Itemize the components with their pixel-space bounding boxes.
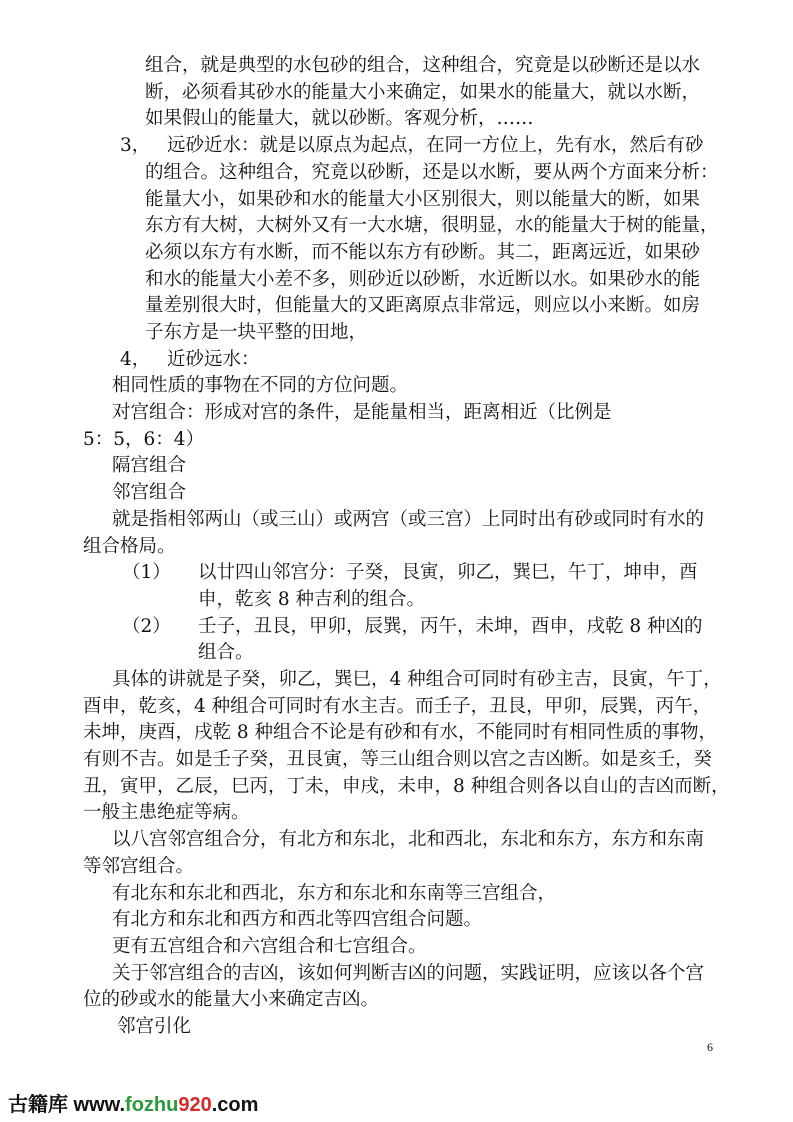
watermark-red: 920 [178,1094,212,1116]
text-line: 有则不吉。如是壬子癸，丑艮寅，等三山组合则以宫之吉凶断。如是亥壬，癸 [83,749,713,770]
text-line: 和水的能量大小差不多，则砂近以砂断，水近断以水。如果砂水的能 [145,269,701,290]
text-line: 5：5，6：4） [83,429,205,450]
text-line: 能量大小，如果砂和水的能量大小区别很大，则以能量大的断，如果 [145,189,701,210]
list-marker: 4， [120,349,151,370]
text-line: 相同性质的事物在不同的方位问题。 [112,375,409,396]
text-line: 组合，就是典型的水包砂的组合，这种组合，究竟是以砂断还是以水 [145,55,701,76]
list-marker: （2） [122,616,171,637]
heading-line: 邻宫引化 [117,1016,192,1037]
text-line: 关于邻宫组合的吉凶，该如何判断吉凶的问题，实践证明，应该以各个宫 [112,963,705,984]
page-number: 6 [707,1040,713,1054]
text-line: 有北方和东北和西方和西北等四宫组合问题。 [112,909,483,930]
text-line: 丑，寅甲，乙辰，巳丙，丁未，申戌，未申，8 种组合则各以自山的吉凶而断， [83,776,730,797]
text-line: 壬子，丑艮，甲卯，辰巽，丙午，未坤，酉申，戌乾 8 种凶的 [198,616,703,637]
heading-line: 隔宫组合 [112,455,187,476]
text-line: 更有五宫组合和六宫组合和七宫组合。 [112,936,427,957]
text-line: 以八宫邻宫组合分，有北方和东北，北和西北，东北和东方，东方和东南 [112,829,705,850]
text-line: 组合。 [198,642,254,663]
watermark-suffix: .com [211,1094,259,1116]
text-line: 未坤，庚酉，戌乾 8 种组合不论是有砂和有水，不能同时有相同性质的事物， [83,722,718,743]
watermark-green: fozhu [125,1094,179,1116]
heading-line: 邻宫组合 [112,482,187,503]
text-line: 远砂近水：就是以原点为起点，在同一方位上，先有水，然后有砂 [167,135,704,156]
text-line: 酉申，乾亥，4 种组合可同时有水主吉。而壬子，丑艮，甲卯，辰巽，丙午， [83,696,712,717]
watermark-prefix: 古籍库 www. [8,1094,126,1116]
watermark [8,1088,258,1117]
list-marker: 3， [120,135,151,156]
text-line: 一般主患绝症等病。 [83,802,250,823]
text-line: 有北东和东北和西北，东方和东北和东南等三宫组合， [112,883,557,904]
text-line: 等邻宫组合。 [83,856,195,877]
text-line: 东方有大树，大树外又有一大水塘，很明显，水的能量大于树的能量， [145,215,719,236]
text-line: 的组合。这种组合，究竟以砂断，还是以水断，要从两个方面来分析： [145,162,719,183]
text-line: 组合格局。 [83,536,176,557]
text-line: 子东方是一块平整的田地， [145,322,368,343]
text-line: 具体的讲就是子癸，卯乙，巽巳，4 种组合可同时有砂主吉，艮寅，午丁， [112,669,722,690]
text-line: 量差别很大时，但能量大的又距离原点非常远，则应以小来断。如房 [145,295,701,316]
text-line: 位的砂或水的能量大小来确定吉凶。 [83,989,380,1010]
text-line: 必须以东方有水断，而不能以东方有砂断。其二，距离远近，如果砂 [145,242,701,263]
text-line: 近砂远水： [167,349,260,370]
text-line: 申，乾亥 8 种吉利的组合。 [198,589,426,610]
text-line: 断，必须看其砂水的能量大小来确定，如果水的能量大，就以水断， [145,82,701,103]
text-line: 以廿四山邻宫分：子癸，艮寅，卯乙，巽巳，午丁，坤申，酉 [198,562,698,583]
text-line: 对宫组合：形成对宫的条件，是能量相当，距离相近（比例是 [112,402,612,423]
text-line: 如果假山的能量大，就以砂断。客观分析，…… [145,108,534,129]
list-marker: （1） [122,562,171,583]
text-line: 就是指相邻两山（或三山）或两宫（或三宫）上同时出有砂或同时有水的 [112,509,705,530]
